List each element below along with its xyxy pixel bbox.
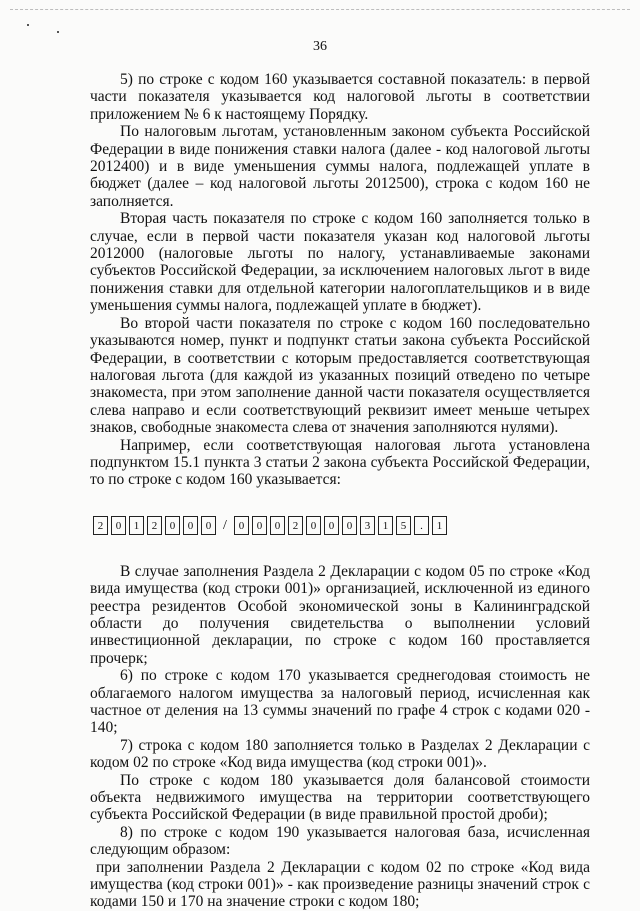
paragraph: Вторая часть показателя по строке с кодом 160 заполняется только в случае, если в первой части показателя указан код налоговой льготы 2012000 (налоговые льготы по налогу, устанавливаемые законами субъектов Российской Федерации, за исключением налоговых льгот в виде понижения ставки для отдельной категории налогоплательщиков и в виде уменьшения суммы налога, подлежащей уплате в бюджет). xyxy=(90,210,590,315)
code-cell: 0 xyxy=(270,516,285,535)
paragraph: при заполнении Раздела 2 Декларации с кодом 02 по строке «Код вида имущества (код строки 001)» - как произведение разницы значений строк с кодами 150 и 170 на значение строки с кодом 180; xyxy=(90,858,590,911)
code-cell: 1 xyxy=(378,516,393,535)
scan-speck xyxy=(27,24,29,26)
code-cell: 5 xyxy=(396,516,411,535)
paragraph: 8) по строке с кодом 190 указывается налоговая база, исчисленная следующим образом: xyxy=(90,823,590,859)
code-cell: 0 xyxy=(201,516,216,535)
paragraph: 5) по строке с кодом 160 указывается составной показатель: в первой части показателя указывается код налоговой льготы в соответствии приложением № 6 к настоящему Порядку. xyxy=(90,71,590,123)
scan-edge-line xyxy=(10,9,630,10)
code-cell: 0 xyxy=(111,516,126,535)
scan-footer-stamp xyxy=(90,876,92,896)
paragraph: По строке с кодом 180 указывается доля балансовой стоимости объекта недвижимого имущества на территории соответствующего субъекта Российской Федерации (в виде правильной простой дроби); xyxy=(90,771,590,824)
code-cell: 0 xyxy=(252,516,267,535)
code-cell: 2 xyxy=(288,516,303,535)
code-cell: 1 xyxy=(432,516,447,535)
scan-speck xyxy=(57,31,59,33)
code-cell: 0 xyxy=(324,516,339,535)
paragraph: 7) строка с кодом 180 заполняется только в Разделах 2 Декларации с кодом 02 по строке «Код вида имущества (код строки 001)». xyxy=(90,736,590,772)
paragraph: По налоговым льготам, установленным законом субъекта Российской Федерации в виде понижения ставки налога (далее - код налоговой льготы 2012400) и в виде уменьшения суммы налога, подлежащей уплате в бюджет (далее – код налоговой льготы 2012500), строка с кодом 160 не заполняется. xyxy=(90,123,590,210)
code-cell: 0 xyxy=(165,516,180,535)
code-separator: / xyxy=(223,517,227,533)
benefit-code-example xyxy=(90,516,590,535)
page-number: 36 xyxy=(313,39,327,54)
code-cell: 0 xyxy=(234,516,249,535)
code-cell: 2 xyxy=(93,516,108,535)
code-cell: 1 xyxy=(129,516,144,535)
code-cell: 0 xyxy=(306,516,321,535)
document-body xyxy=(90,71,590,911)
code-cell: 0 xyxy=(183,516,198,535)
code-cell: 0 xyxy=(342,516,357,535)
paragraph: В случае заполнения Раздела 2 Декларации с кодом 05 по строке «Код вида имущества (код строки 001)» организацией, исключенной из единого реестра резидентов Особой экономической зоны в Калининградской области до получения свидетельства о выполнении условий инвестиционной декларации, по строке с кодом 160 проставляется прочерк; xyxy=(90,562,590,667)
code-cell: . xyxy=(414,516,429,535)
code-cell: 2 xyxy=(147,516,162,535)
paragraph: Во второй части показателя по строке с кодом 160 последовательно указываются номер, пункт и подпункт статьи закона субъекта Российской Федерации, в соответствии с которым предоставляется соответствующая налоговая льгота (для каждой из указанных позиций отведено по четыре знакоместа, при этом заполнение данной части показателя осуществляется слева направо и если соответствующий реквизит имеет меньше четырех знаков, свободные знакоместа слева от значения заполняются нулями). xyxy=(90,314,590,437)
paragraph: 6) по строке с кодом 170 указывается среднегодовая стоимость не облагаемого налогом имущества за налоговый период, исчисленная как частное от деления на 13 суммы значений по графе 4 строк с кодами 020 - 140; xyxy=(90,667,590,737)
paragraph: Например, если соответствующая налоговая льгота установлена подпунктом 15.1 пункта 3 статьи 2 закона субъекта Российской Федерации, то по строке с кодом 160 указывается: xyxy=(90,436,590,489)
code-cell: 3 xyxy=(360,516,375,535)
